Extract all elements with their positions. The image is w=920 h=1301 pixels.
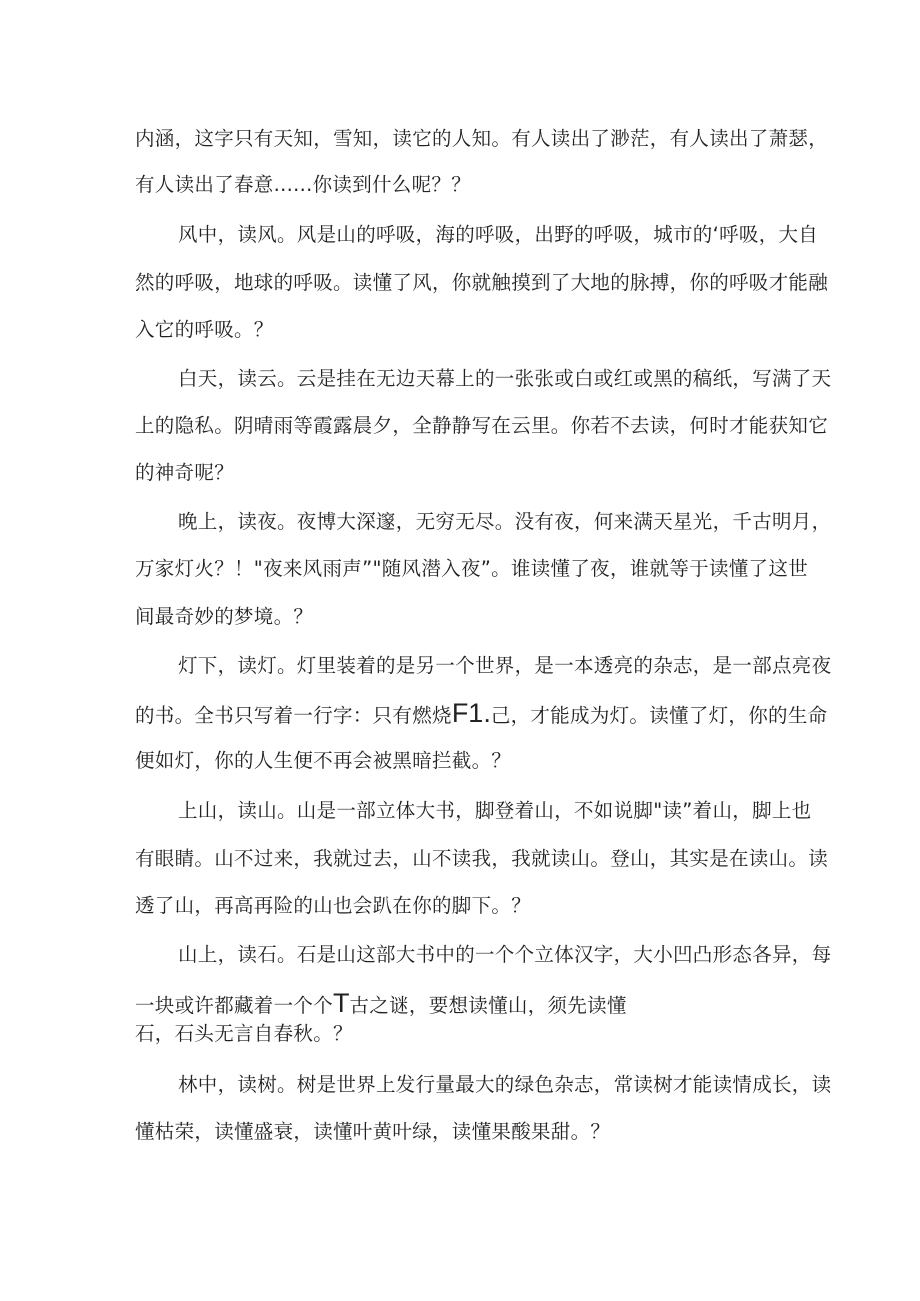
text-segment: 古之谜，要想读懂山，须先读懂 [349,994,627,1017]
text-line: 然的呼吸，地球的呼吸。读懂了风，你就触摸到了大地的脉搏，你的呼吸才能融 [135,271,829,294]
paragraph-first-line: 上山，读山。山是一部立体大书，脚登着山，不如说脚"读”着山，脚上也 [178,799,812,822]
text-line: 的神奇呢？ [135,461,235,484]
text-line: 便如灯，你的人生便不再会被黑暗拦截。？ [135,749,512,772]
paragraph-first-line: 晚上，读夜。夜博大深邃，无穷无尽。没有夜，何来满天星光，千古明月， [178,510,832,533]
text-line: 内涵，这字只有天知，雪知，读它的人知。有人读出了渺茫，有人读出了萧瑟， [135,127,829,150]
text-line: 入它的呼吸。？ [135,318,274,341]
text-segment: 的书。全书只写着一行字：只有燃烧 [135,704,452,727]
paragraph-first-line: 风中，读风。风是山的呼吸，海的呼吸，出野的呼吸，城市的‘呼吸，大自 [178,223,819,246]
text-line-with-artifact [135,990,627,1019]
text-segment: 己，才能成为灯。读懂了灯，你的生命 [490,704,828,727]
ocr-artifact-text: F1. [451,698,491,728]
text-line: 有人读出了春意......你读到什么呢？？ [135,173,471,196]
text-line: 透了山，再高再险的山也会趴在你的脚下。？ [135,894,532,917]
paragraph-first-line: 白天，读云。云是挂在无边天幕上的一张张或白或红或黑的稿纸，写满了天 [178,367,832,390]
text-line: 间最奇妙的梦境。？ [135,605,314,628]
paragraph-first-line: 灯下，读灯。灯里装着的是另一个世界，是一本透亮的杂志，是一部点亮夜 [178,654,832,677]
paragraph-first-line: 林中，读树。树是世界上发行量最大的绿色杂志，常读树才能读情成长，读 [178,1073,832,1096]
text-line: 万家灯火？！"夜来风雨声”"随风潜入夜”。谁读懂了夜，谁就等于读懂了这世 [135,557,808,580]
text-line-with-artifact [135,700,827,729]
text-line: 石，石头无言自春秋。？ [135,1022,353,1045]
text-line: 有眼睛。山不过来，我就过去，山不读我，我就读山。登山，其实是在读山。读 [135,847,829,870]
ocr-artifact-text: T [333,988,350,1018]
text-segment: 一块或许都藏着一个个 [135,994,334,1017]
text-line: 懂枯荣，读懂盛衰，读懂叶黄叶绿，读懂果酸果甜。？ [135,1120,611,1143]
paragraph-first-line: 山上，读石。石是山这部大书中的一个个立体汉字，大小凹凸形态各异，每 [178,943,832,966]
text-line: 上的隐私。阴晴雨等霞露晨夕，全静静写在云里。你若不去读，何时才能获知它 [135,414,829,437]
